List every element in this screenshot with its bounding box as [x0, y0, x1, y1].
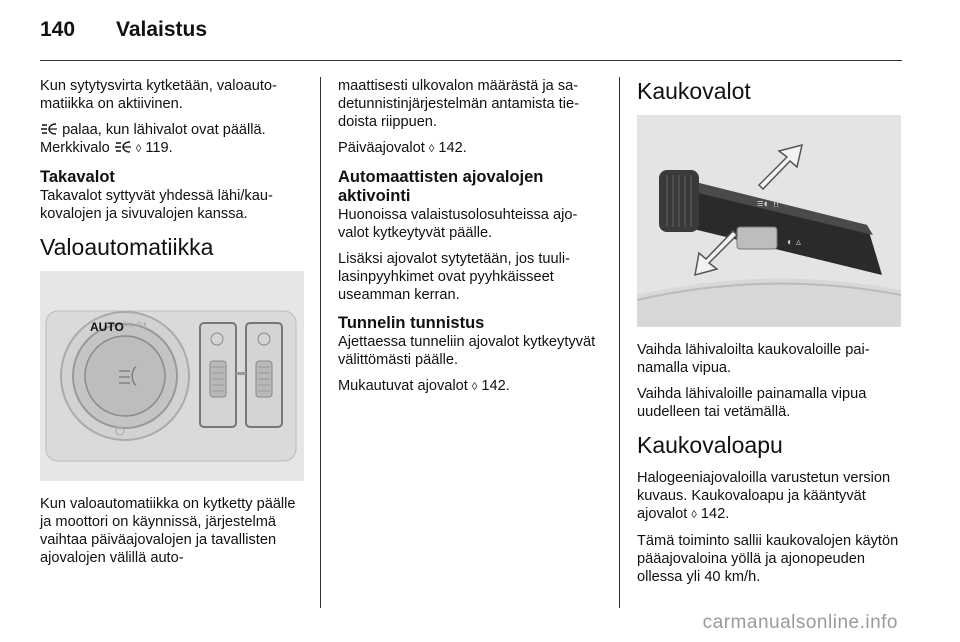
paragraph: Huonoissa valaistusolosuhteissa ajovalot kytkeytyvät päälle.: [338, 207, 578, 241]
reference-icon: ◊: [471, 381, 478, 393]
page-reference-link[interactable]: 142.: [700, 506, 730, 522]
page-number: 140: [40, 18, 76, 41]
paragraph: Lisäksi ajovalot sytytetään, jos tuulilasinpyyhkimet ovat pyyhkäisseet useamman kerran.: [338, 251, 571, 303]
paragraph: palaa, kun lähivalot ovat päällä. Merkkivalo ◊ 119.: [40, 122, 266, 156]
light-switch-illustration: [40, 271, 304, 481]
column-3: [637, 77, 901, 594]
paragraph: Mukautuvat ajovalot ◊ 142.: [338, 378, 510, 394]
reference-icon: ◊: [135, 143, 142, 155]
svg-text:≡◐ ≡◐: ≡◐ ≡◐: [122, 319, 149, 330]
section-heading: Kaukovaloapu: [637, 432, 783, 458]
column-divider: [619, 77, 620, 608]
section-heading: Tunnelin tunnistus: [338, 314, 485, 332]
paragraph: Päiväajovalot ◊ 142.: [338, 140, 467, 156]
auto-label: AUTO: [90, 320, 124, 334]
svg-text:≡◐ !!: ≡◐ !!: [757, 198, 780, 210]
reference-icon: ◊: [428, 143, 435, 155]
paragraph: Kun valoautomatiikka on kytketty päälle ja moottori on käynnissä, järjestelmä vaihtaa päiväajovalojen ja tavallisten ajovalojen välillä auto-: [40, 496, 296, 566]
paragraph: Takavalot syttyvät yhdessä lähi/kaukovalojen ja sivuvalojen kanssa.: [40, 188, 273, 222]
header-rule: [40, 60, 902, 61]
chapter-title: Valaistus: [116, 18, 208, 41]
page-reference-link[interactable]: 142.: [438, 140, 467, 156]
stalk-illustration: [637, 115, 901, 327]
fog-light-icon: [40, 122, 62, 138]
column-2: [338, 77, 602, 404]
section-heading: Takavalot: [40, 168, 115, 186]
section-heading: Valoautomatiikka: [40, 234, 214, 260]
svg-text:◐ ▵: ◐ ▵: [787, 237, 801, 248]
page-reference-link[interactable]: 119.: [145, 140, 173, 156]
page-reference-link[interactable]: 142.: [481, 378, 510, 394]
column-1: [40, 77, 304, 575]
paragraph: Ajettaessa tunneliin ajovalot kytkeytyvät välittömästi päälle.: [338, 334, 596, 368]
paragraph: Vaihda lähivaloille painamalla vipua uudelleen tai vetämällä.: [637, 386, 867, 420]
paragraph: Halogeeniajovaloilla varustetun version kuvaus. Kaukovaloapu ja kääntyvät ajovalot ◊ 142.: [637, 470, 891, 522]
section-heading: Kaukovalot: [637, 78, 751, 104]
reference-icon: ◊: [691, 509, 697, 521]
paragraph: Tämä toiminto sallii kaukovalojen käytön pääajovaloina yöllä ja ajonopeuden ollessa yli 40 km/h.: [637, 533, 899, 585]
watermark: carmanualsonline.info: [702, 612, 898, 633]
fog-light-icon: [114, 140, 136, 156]
page-header: [40, 18, 207, 48]
column-divider: [320, 77, 321, 608]
paragraph: maattisesti ulkovalon määrästä ja sadetunnistinjärjestelmän antamista tiedoista riippuen.: [338, 78, 579, 130]
paragraph: Kun sytytysvirta kytketään, valoautomatiikka on aktiivinen.: [40, 78, 277, 112]
paragraph: Vaihda lähivaloilta kaukovaloille painamalla vipua.: [637, 342, 870, 376]
section-heading: Automaattisten ajovalojen aktivointi: [338, 168, 544, 205]
